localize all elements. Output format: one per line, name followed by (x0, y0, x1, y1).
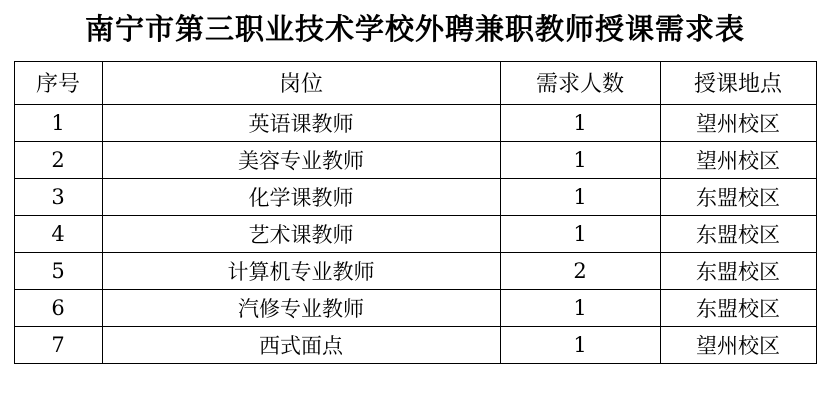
cell-post: 计算机专业教师 (102, 252, 500, 289)
cell-count: 1 (500, 289, 660, 326)
page-title: 南宁市第三职业技术学校外聘兼职教师授课需求表 (84, 12, 745, 46)
table-header (14, 61, 816, 104)
column-header-post: 岗位 (102, 61, 500, 104)
cell-place: 望州校区 (660, 326, 816, 363)
cell-no: 6 (14, 289, 102, 326)
cell-place: 东盟校区 (660, 289, 816, 326)
table-row (14, 141, 816, 178)
cell-post: 美容专业教师 (102, 141, 500, 178)
table-row (14, 178, 816, 215)
cell-no: 7 (14, 326, 102, 363)
table-row (14, 326, 816, 363)
cell-count: 1 (500, 215, 660, 252)
cell-post: 英语课教师 (102, 104, 500, 141)
cell-count: 1 (500, 141, 660, 178)
table-row (14, 289, 816, 326)
cell-place: 东盟校区 (660, 215, 816, 252)
cell-post: 西式面点 (102, 326, 500, 363)
cell-count: 1 (500, 326, 660, 363)
cell-count: 2 (500, 252, 660, 289)
cell-no: 1 (14, 104, 102, 141)
cell-place: 东盟校区 (660, 178, 816, 215)
table-row (14, 252, 816, 289)
table-row (14, 104, 816, 141)
column-header-place: 授课地点 (660, 61, 816, 104)
cell-no: 5 (14, 252, 102, 289)
table-body (14, 104, 816, 363)
cell-count: 1 (500, 104, 660, 141)
table-row (14, 215, 816, 252)
cell-place: 望州校区 (660, 104, 816, 141)
cell-place: 东盟校区 (660, 252, 816, 289)
cell-post: 化学课教师 (102, 178, 500, 215)
cell-count: 1 (500, 178, 660, 215)
column-header-no: 序号 (14, 61, 102, 104)
cell-no: 3 (14, 178, 102, 215)
column-header-count: 需求人数 (500, 61, 660, 104)
cell-post: 汽修专业教师 (102, 289, 500, 326)
cell-post: 艺术课教师 (102, 215, 500, 252)
cell-place: 望州校区 (660, 141, 816, 178)
teacher-demand-table (14, 61, 817, 364)
cell-no: 2 (14, 141, 102, 178)
cell-no: 4 (14, 215, 102, 252)
table-header-row (14, 61, 816, 104)
